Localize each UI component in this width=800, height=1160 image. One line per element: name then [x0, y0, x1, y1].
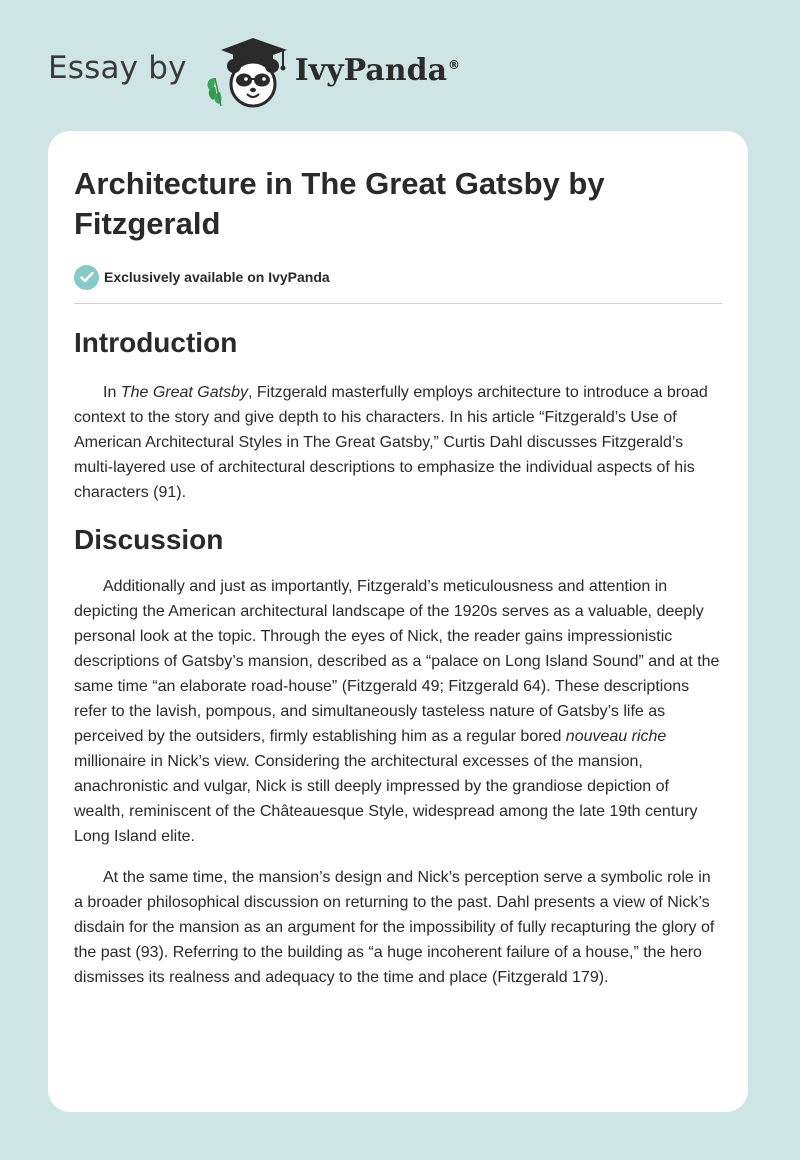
page-title: Architecture in The Great Gatsby by Fitzgerald: [74, 166, 605, 241]
section-heading-discussion: Discussion: [74, 524, 224, 555]
book-title: The Great Gatsby: [120, 384, 248, 401]
italic-term: nouveau riche: [565, 728, 667, 745]
paragraph-discussion-2: At the same time, the mansion’s design and Nick’s perception serve a symbolic role in a broader philosophical discussion on returning to the past. Dahl presents a view of Nick’s disdain for the mansion as an argument for the impossibility of fully recapturing the glory of the past (93). Referring to the building as “a huge incoherent failure of a house,” the hero dismisses its realness and adequacy to the time and place (Fitzgerald 179).: [74, 869, 715, 986]
registered-mark: ®: [448, 57, 461, 72]
essay-card: [48, 131, 748, 1112]
brand-name[interactable]: IvyPanda®: [294, 52, 461, 88]
check-circle-icon: [74, 265, 99, 290]
panda-graduate-logo-icon[interactable]: [201, 34, 293, 110]
paragraph-discussion-1: Additionally and just as importantly, Fitzgerald’s meticulousness and attention in depicting the American architectural landscape of the 1920s serves as a valuable, deeply personal look at the topic. Through the eyes of Nick, the reader gains impressionistic descriptions of Gatsby’s mansion, described as a “palace on Long Island Sound” and at the same time “an elaborate road-house” (Fitzgerald 49; Fitzgerald 64). These descriptions refer to the lavish, pompous, and simultaneously tasteless nature of Gatsby’s life as perceived by the outsiders, firmly establishing him as a regular bored nouveau riche millionaire in Nick’s view. Considering the architectural excesses of the mansion, anachronistic and vulgar, Nick is still deeply impressed by the grandiose depiction of wealth, reminiscent of the Châteauesque Style, widespread among the late 19th century Long Island elite.: [74, 578, 720, 845]
section-heading-introduction: Introduction: [74, 327, 238, 358]
exclusive-badge: [74, 264, 722, 290]
paragraph-introduction-1: In The Great Gatsby, Fitzgerald masterfully employs architecture to introduce a broad context to the story and give depth to his characters. In his article “Fitzgerald’s Use of American Architectural Styles in The Great Gatsby,” Curtis Dahl discusses Fitzgerald’s multi-layered use of architectural descriptions to emphasize the individual aspects of his characters (91).: [74, 384, 708, 501]
site-header: [48, 34, 460, 110]
essay-by-label: Essay by: [48, 50, 187, 86]
divider: [74, 303, 722, 304]
exclusive-badge-label: Exclusively available on IvyPanda: [104, 269, 330, 285]
